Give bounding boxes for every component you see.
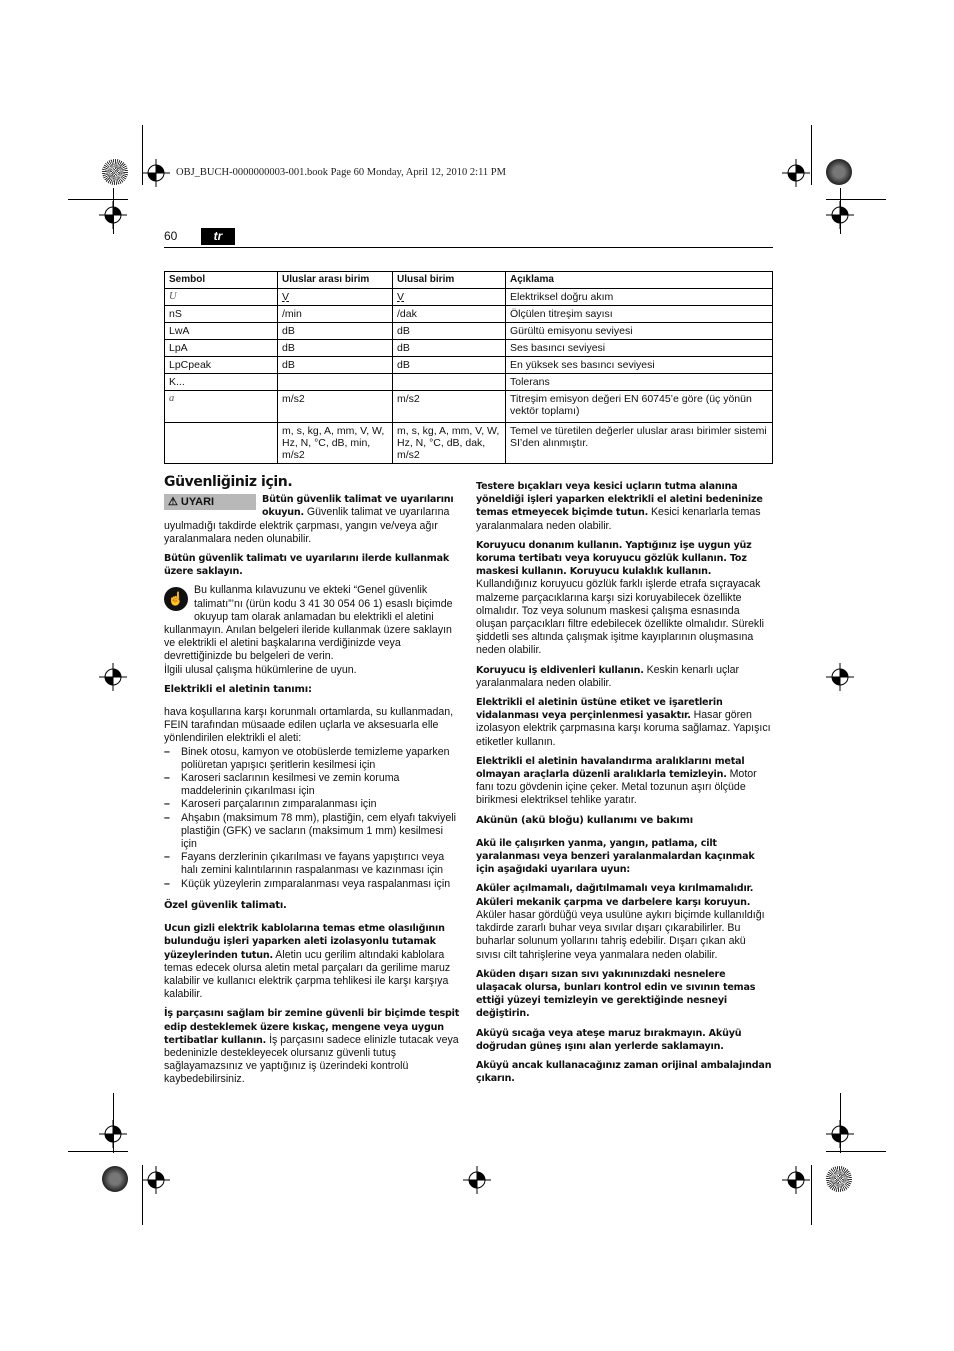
safety-paragraph: Aküyü sıcağa veya ateşe maruz bırakmayın. Aküyü doğrudan güneş ışını alan yerlerde saklamayın. [476, 1027, 742, 1052]
table-row [165, 289, 773, 306]
paragraph-bold: Elektrikli el aletinin havalandırma aralıklarını metal olmayan araçlarla düzenli aralıklarla temizleyin. [476, 755, 745, 781]
registration-mark-icon [826, 663, 854, 691]
safety-paragraph [476, 696, 773, 749]
table-cell: Ses basıncı seviyesi [506, 340, 773, 357]
table-cell [165, 423, 278, 464]
registration-mark-icon [782, 159, 810, 187]
safety-paragraph [476, 539, 773, 658]
table-cell: Temel ve türetilen değerler uluslar arası birimler sistemi SI’den alınmıştır. [506, 423, 773, 464]
registration-mark-icon [782, 1166, 810, 1194]
color-target-icon [102, 1166, 128, 1192]
read-manual-icon: ☝ [164, 587, 188, 611]
table-cell: /dak [393, 306, 506, 323]
special-safety-heading: Özel güvenlik talimatı. [164, 899, 287, 911]
warning-paragraph [164, 493, 460, 546]
registration-mark-icon [99, 201, 127, 229]
table-cell: nS [165, 306, 278, 323]
table-cell [393, 374, 506, 391]
table-row [165, 391, 773, 423]
battery-heading: Akünün (akü bloğu) kullanımı ve bakımı [476, 814, 693, 826]
list-item: – Ahşabın (maksimum 78 mm), plastiğin, cem elyafı takviyeli plastiğin (GFK) ve sacların (maksimum 1 mm) kesilmesi için [164, 812, 460, 852]
table-cell: Tolerans [506, 374, 773, 391]
paragraph-text: Kullandığınız koruyucu gözlük farklı işlerde etrafa sıçrayacak malzeme parçacıklarına karşı sizi koruyabilecek özellikte olmalıdır. Toz veya solunum maskesi çalışma esnasında oluşan parçacıkları filtre edebilecek özellikte olmalıdır. Sürekli şiddetli ses altında çalışmak işitme kayıplarının oluşmasına neden olabilir. [476, 578, 764, 657]
column-header: Sembol [165, 272, 278, 289]
table-cell: m, s, kg, A, mm, V, W, Hz, N, °C, dB, dak, m/s2 [393, 423, 506, 464]
table-cell: a [165, 391, 278, 423]
table-row [165, 340, 773, 357]
table-cell: dB [278, 357, 393, 374]
right-column [476, 480, 773, 1091]
color-target-icon [826, 1166, 852, 1192]
paragraph-text: Kesici kenarlarla temas yaralanmalara neden olabilir. [476, 506, 761, 532]
registration-mark-icon [99, 663, 127, 691]
table-cell: Titreşim emisyon değeri EN 60745’e göre (üç yönün vektör toplamı) [506, 391, 773, 423]
keep-instructions: Bütün güvenlik talimatı ve uyarılarını ilerde kullanmak üzere saklayın. [164, 553, 450, 578]
paragraph-text: Hasar gören izolasyon elektrik çarpmasına karşı koruma sağlamaz. Yapışıcı etiketler kullanın. [476, 709, 771, 748]
header-rule [164, 247, 773, 248]
description-heading: Elektrikli el aletinin tanımı: [164, 683, 312, 695]
paragraph-text: İş parçasını sadece elinizle tutacak veya bedeninizle destekleyecek olursanız güvenli tutuş sağlayamazsınız ve yaptığınız iş üzerindeki kontrolü kaybedebilirsiniz. [164, 1033, 459, 1086]
table-cell: V [278, 289, 393, 306]
paragraph-text: Motor fanı tozu gövdenin içine çeker. Metal tozunun aşırı ölçüde birikmesi elektriksel tehlike yaratır. [476, 768, 757, 807]
paragraph-text: Aletin ucu gerilim altındaki kablolara temas edecek olursa aletin metal parçaları da gerilime maruz kalabilir ve kullanıcı elektrik çarpma tehlikesi ile karşı karşıya kalabilir. [164, 948, 451, 1001]
list-item: – Karoseri parçalarının zımparalanması için [164, 798, 460, 811]
color-target-icon [826, 159, 852, 185]
registration-mark-icon [463, 1166, 491, 1194]
description-intro: hava koşullarına karşı korunmalı ortamlarda, su kullanmadan, FEIN tarafından müsaade edilen uçlarla ve aksesuarla elle yönlendirilen elektrikli el aleti: [164, 706, 454, 745]
table-cell: U [165, 289, 278, 306]
warning-triangle-icon: ⚠ [168, 496, 178, 509]
list-item: – Fayans derzlerinin çıkarılması ve fayans yapıştırıcı veya halı zemini kalıntılarının raspalanması ve kazınması için [164, 851, 460, 877]
safety-paragraph [164, 1007, 460, 1086]
column-header: Ulusal birim [393, 272, 506, 289]
paragraph-bold: Aküler açılmamalı, dağıtılmamalı veya kırılmamalıdır. Aküleri mekanik çarpma ve darbelere karşı koruyun. [476, 883, 754, 908]
list-item: – Küçük yüzeylerin zımparalanması veya raspalanması için [164, 878, 460, 891]
table-cell: dB [278, 340, 393, 357]
left-column [164, 476, 460, 1093]
paragraph-bold: Ucun gizli elektrik kablolarına temas etme olasılığının bulunduğu işleri yaparken aleti izolasyonlu tutamak yüzeylerinden tutun. [164, 923, 445, 961]
table-cell: dB [393, 340, 506, 357]
table-header-row [165, 272, 773, 289]
list-item: – Binek otosu, kamyon ve otobüslerde temizleme yaparken poliüretan yapışıcı şeritlerin kesilmesi için [164, 746, 460, 772]
warning-label: UYARI [180, 496, 215, 509]
table-cell: En yüksek ses basıncı seviyesi [506, 357, 773, 374]
page-number: 60 [164, 229, 178, 243]
print-info: OBJ_BUCH-0000000003-001.book Page 60 Monday, April 12, 2010 2:11 PM [176, 167, 506, 178]
table-row [165, 423, 773, 464]
table-cell: dB [393, 357, 506, 374]
table-row [165, 374, 773, 391]
manual-paragraph [164, 584, 460, 663]
safety-paragraph: Aküyü ancak kullanacağınız zaman orijinal ambalajından çıkarın. [476, 1059, 772, 1085]
table-cell: m, s, kg, A, mm, V, W, Hz, N, °C, dB, min, m/s2 [278, 423, 393, 464]
registration-mark-icon [826, 201, 854, 229]
safety-paragraph [476, 664, 773, 690]
table-cell: LpA [165, 340, 278, 357]
registration-mark-icon [142, 159, 170, 187]
column-header: Uluslar arası birim [278, 272, 393, 289]
paragraph-text: Aküler hasar gördüğü veya usulüne aykırı biçimde kullanıldığı takdirde zararlı buhar veya sıvılar dışarı çıkarabilirler. Bu buharlar solunum yollarını tahriş edebilir. Dışarı çıkan akü sıvısı cilt tahrişlerine veya yanmalara neden olabilir. [476, 908, 765, 961]
table-cell: dB [278, 323, 393, 340]
paragraph-bold: Elektrikli el aletinin üstüne etiket ve işaretlerin vidalanması veya perçinlenmesi yasaktır. [476, 697, 723, 722]
registration-mark-icon [142, 1166, 170, 1194]
use-list [164, 746, 460, 891]
manual-text: Bu kullanma kılavuzunu ve ekteki “Genel güvenlik talimatı”’nı (ürün kodu 3 41 30 054 06 1) esaslı biçimde okuyup tam olarak anlamadan bu elektrikli el aletini kullanmayın. Anılan belgeleri ileride kullanmak üzere saklayın ve elektrikli el aletini başkalarına verdiğinizde veya devrettiğinizde bu belgeleri de verin. [164, 584, 453, 663]
paragraph-bold: İş parçasını sağlam bir zemine güvenli bir biçimde tespit edip desteklemek üzere kıskaç, mengene veya uygun tertibatlar kullanın. [164, 1008, 460, 1046]
national-rules: İlgili ulusal çalışma hükümlerine de uyun. [164, 663, 357, 676]
paragraph-text: Keskin kenarlı uçlar yaralanmalara neden olabilir. [476, 663, 740, 689]
table-cell: LpCpeak [165, 357, 278, 374]
safety-paragraph [476, 882, 773, 961]
warning-bold: Bütün güvenlik talimat ve uyarılarını okuyun. [262, 494, 454, 519]
table-cell [278, 374, 393, 391]
table-cell: /min [278, 306, 393, 323]
paragraph-bold: Koruyucu donanım kullanın. Yaptığınız işe uygun yüz koruma tertibatı veya koruyucu gözlük kullanın. Toz maskesi kullanın. Koruyucu kulaklık kullanın. [476, 539, 752, 578]
table-cell: Gürültü emisyonu seviyesi [506, 323, 773, 340]
safety-paragraph [164, 922, 460, 1001]
warning-text: Güvenlik talimat ve uyarılarına uyulmadığı takdirde elektrik çarpması, yangın ve/veya ağır yaralanmalara neden olunabilir. [164, 506, 450, 545]
table-cell: Elektriksel doğru akım [506, 289, 773, 306]
warning-badge [164, 494, 256, 510]
safety-paragraph [476, 480, 773, 533]
table-cell: m/s2 [278, 391, 393, 423]
registration-mark-icon [826, 1120, 854, 1148]
table-cell: m/s2 [393, 391, 506, 423]
table-row [165, 306, 773, 323]
safety-paragraph [476, 755, 773, 808]
battery-warning: Akü ile çalışırken yanma, yangın, patlama, cilt yaralanması veya benzeri yaralanmalardan kaçınmak için aşağıdaki uyarılara uyun: [476, 837, 755, 876]
registration-mark-icon [99, 1120, 127, 1148]
color-target-icon [102, 159, 128, 185]
table-cell: Ölçülen titreşim sayısı [506, 306, 773, 323]
symbol-table [164, 271, 773, 464]
paragraph-bold: Testere bıçakları veya kesici uçların tutma alanına yöneldiği işleri yaparken elektrikli el aletini bedeninize temas etmeyecek biçimde tutun. [476, 481, 763, 519]
table-cell: LwA [165, 323, 278, 340]
safety-paragraph: Aküden dışarı sızan sıvı yakınınızdaki nesnelere ulaşacak olursa, bunları kontrol edin ve sıvının temas ettiği yüzeyi temizleyin ve gerektiğinde nesneyi değiştirin. [476, 968, 756, 1020]
table-cell: K... [165, 374, 278, 391]
column-header: Açıklama [506, 272, 773, 289]
section-title: Güvenliğiniz için. [164, 474, 293, 490]
table-row [165, 357, 773, 374]
list-item: – Karoseri saclarının kesilmesi ve zemin koruma maddelerinin çıkarılması için [164, 772, 460, 798]
language-tab: tr [201, 228, 235, 245]
table-cell: dB [393, 323, 506, 340]
table-cell: V [393, 289, 506, 306]
paragraph-bold: Koruyucu iş eldivenleri kullanın. [476, 664, 644, 676]
table-row [165, 323, 773, 340]
